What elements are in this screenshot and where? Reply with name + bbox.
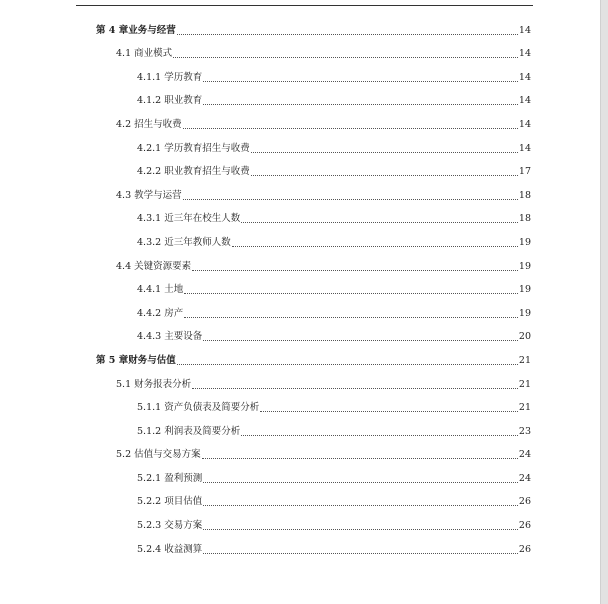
dot-leader <box>241 222 518 223</box>
toc-entry[interactable] <box>0 178 600 202</box>
toc-entry-title: 5.1.2 利润表及简要分析 <box>137 425 241 437</box>
toc-entry[interactable] <box>0 107 600 131</box>
toc-entry-page-number: 14 <box>518 71 531 83</box>
toc-entry-title: 5.2.2 项目估值 <box>137 496 203 508</box>
toc-entry-title: 4.3.1 近三年在校生人数 <box>137 213 241 225</box>
toc-entry-page-number: 18 <box>518 189 531 201</box>
toc-entry[interactable] <box>0 532 600 556</box>
toc-entry-page-number: 14 <box>518 142 531 154</box>
toc-entry[interactable] <box>0 343 600 367</box>
toc-entry-page-number: 21 <box>518 378 531 390</box>
dot-leader <box>251 152 518 153</box>
dot-leader <box>260 411 518 412</box>
toc-entry-page-number: 26 <box>518 543 531 555</box>
toc-entry[interactable] <box>0 273 600 297</box>
toc-entry[interactable] <box>0 367 600 391</box>
dot-leader <box>241 435 518 436</box>
toc-entry-page-number: 26 <box>518 520 531 532</box>
toc-entry-title: 4.2 招生与收费 <box>116 118 182 130</box>
toc-entry-title: 4.4.1 土地 <box>137 284 184 296</box>
toc-entry-title: 5.2.1 盈利预测 <box>137 472 203 484</box>
dot-leader <box>232 246 518 247</box>
toc-entry-title: 4.4 关键资源要素 <box>116 260 192 272</box>
toc-entry-title: 5.1 财务报表分析 <box>116 378 192 390</box>
toc-entry[interactable] <box>0 13 600 37</box>
toc-entry-title: 4.1.1 学历教育 <box>137 71 203 83</box>
toc-entry[interactable] <box>0 438 600 462</box>
toc-entry[interactable] <box>0 202 600 226</box>
dot-leader <box>173 57 518 58</box>
dot-leader <box>203 482 518 483</box>
toc-entry-page-number: 23 <box>518 425 531 437</box>
toc-entry[interactable] <box>0 320 600 344</box>
dot-leader <box>203 505 518 506</box>
dot-leader <box>192 388 518 389</box>
toc-entry-title: 第 4 章业务与经营 <box>96 24 176 36</box>
toc-entry[interactable] <box>0 155 600 179</box>
toc-entry-page-number: 19 <box>518 260 531 272</box>
toc-entry-title: 4.1.2 职业教育 <box>137 95 203 107</box>
toc-entry-title: 4.2.2 职业教育招生与收费 <box>137 166 250 178</box>
dot-leader <box>251 175 518 176</box>
dot-leader <box>183 199 518 200</box>
toc-entry-title: 4.4.2 房产 <box>137 307 184 319</box>
toc-entry-page-number: 21 <box>518 354 531 366</box>
toc-entry-title: 5.2.4 收益测算 <box>137 543 203 555</box>
toc-entry-page-number: 14 <box>518 118 531 130</box>
header-rule <box>76 5 533 6</box>
toc-entry-title: 5.2.3 交易方案 <box>137 520 203 532</box>
dot-leader <box>203 553 518 554</box>
toc-entry-page-number: 19 <box>518 236 531 248</box>
toc-entry[interactable] <box>0 84 600 108</box>
toc-entry-page-number: 24 <box>518 449 531 461</box>
toc-entry[interactable] <box>0 391 600 415</box>
dot-leader <box>202 458 518 459</box>
toc-entry-page-number: 20 <box>518 331 531 343</box>
dot-leader <box>203 104 518 105</box>
toc-entry-title: 4.3 教学与运营 <box>116 189 182 201</box>
toc-entry[interactable] <box>0 249 600 273</box>
toc-entry-title: 4.2.1 学历教育招生与收费 <box>137 142 250 154</box>
toc-entry-page-number: 19 <box>518 307 531 319</box>
toc-entry-page-number: 24 <box>518 472 531 484</box>
toc-entry-page-number: 18 <box>518 213 531 225</box>
toc-entry-page-number: 14 <box>518 48 531 60</box>
toc-entry-title: 4.4.3 主要设备 <box>137 331 203 343</box>
toc-entry[interactable] <box>0 60 600 84</box>
toc-entry[interactable] <box>0 508 600 532</box>
toc-entry-page-number: 14 <box>518 24 531 36</box>
dot-leader <box>184 317 518 318</box>
toc-entry[interactable] <box>0 37 600 61</box>
toc-entry[interactable] <box>0 131 600 155</box>
dot-leader <box>203 529 518 530</box>
toc-entry-title: 第 5 章财务与估值 <box>96 354 176 366</box>
toc-entry-page-number: 21 <box>518 402 531 414</box>
dot-leader <box>183 128 518 129</box>
dot-leader <box>184 293 518 294</box>
toc-entry-page-number: 14 <box>518 95 531 107</box>
toc-entry[interactable] <box>0 225 600 249</box>
toc-entry[interactable] <box>0 414 600 438</box>
dot-leader <box>177 34 518 35</box>
toc-entry-page-number: 26 <box>518 496 531 508</box>
dot-leader <box>203 81 518 82</box>
toc-entry-title: 4.3.2 近三年教师人数 <box>137 236 231 248</box>
toc-entry-page-number: 17 <box>518 166 531 178</box>
dot-leader <box>177 364 518 365</box>
toc-entry-title: 5.1.1 资产负债表及简要分析 <box>137 402 260 414</box>
vertical-scrollbar[interactable] <box>600 0 608 604</box>
table-of-contents <box>0 13 600 556</box>
dot-leader <box>203 340 518 341</box>
toc-entry[interactable] <box>0 485 600 509</box>
toc-entry[interactable] <box>0 296 600 320</box>
toc-entry-title: 4.1 商业模式 <box>116 48 173 60</box>
toc-entry[interactable] <box>0 461 600 485</box>
toc-entry-title: 5.2 估值与交易方案 <box>116 449 201 461</box>
dot-leader <box>192 270 518 271</box>
toc-entry-page-number: 19 <box>518 284 531 296</box>
